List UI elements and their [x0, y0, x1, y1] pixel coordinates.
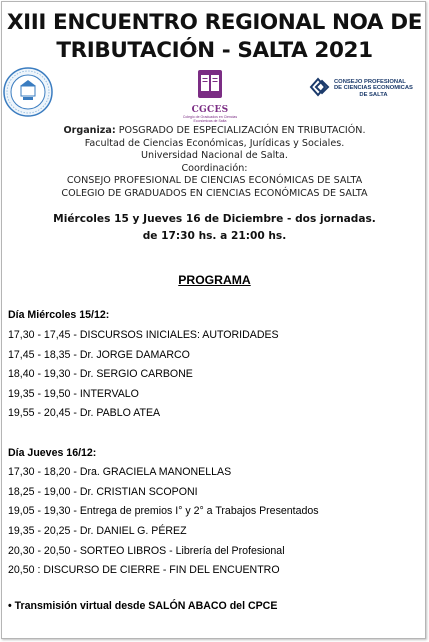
day2-item: 19,05 - 19,30 - Entrega de premios I° y 2° a Trabajos Presentados — [8, 505, 319, 517]
organiza-label: Organiza: — [63, 125, 116, 136]
cgces-logo-name: CGCES — [191, 105, 229, 115]
day1-item: 17,45 - 18,35 - Dr. JORGE DAMARCO — [8, 349, 190, 361]
day2-item: 20,50 : DISCURSO DE CIERRE - FIN DEL ENCUENTRO — [8, 564, 280, 576]
cpce-logo-text-3: DE SALTA — [359, 91, 388, 98]
day1-item: 19,55 - 20,45 - Dr. PABLO ATEA — [8, 407, 161, 419]
transmission-note: • Transmisión virtual desde SALÓN ABACO del CPCE — [8, 600, 278, 612]
day2-item: 18,25 - 19,00 - Dr. CRISTIAN SCOPONI — [8, 486, 198, 498]
organiza-line-3: Universidad Nacional de Salta. — [141, 150, 288, 162]
organizers-block — [0, 125, 429, 201]
cpce-logo-text-2: DE CIENCIAS ECONOMICAS — [334, 85, 413, 92]
cpce-logo-text-1: CONSEJO PROFESIONAL — [334, 79, 406, 85]
organiza-line-4: Coordinación: — [181, 162, 248, 174]
dates-line-2: de 17:30 hs. a 21:00 hs. — [142, 230, 287, 242]
university-seal-logo — [2, 66, 54, 118]
day2-item: 20,30 - 20,50 - SORTEO LIBROS - Librería del Profesional — [8, 545, 285, 557]
cgces-logo — [180, 69, 240, 123]
cgces-logo-subtitle: Colegio de Graduados en Ciencias Económicas de Salta — [182, 115, 238, 123]
organiza-line-5: CONSEJO PROFESIONAL DE CIENCIAS ECONÓMICAS DE SALTA — [66, 175, 363, 187]
title-line-1: XIII ENCUENTRO REGIONAL NOA DE — [7, 10, 422, 35]
organiza-line-1: POSGRADO DE ESPECIALIZACIÓN EN TRIBUTACIÓN. — [115, 125, 366, 136]
cpce-logo — [309, 76, 421, 98]
organiza-line-2: Facultad de Ciencias Económicas, Jurídicas y Sociales. — [84, 137, 345, 149]
day2-item: 19,35 - 20,25 - Dr. DANIEL G. PÉREZ — [8, 525, 187, 537]
day1-label: Día Miércoles 15/12: — [8, 309, 110, 321]
day1-item: 17,30 - 17,45 - DISCURSOS INICIALES: AUTORIDADES — [8, 329, 279, 341]
organiza-line-6: COLEGIO DE GRADUADOS EN CIENCIAS ECONÓMICAS DE SALTA — [61, 187, 368, 199]
programa-heading: PROGRAMA — [178, 273, 251, 287]
day2-item: 17,30 - 18,20 - Dra. GRACIELA MANONELLAS — [8, 466, 232, 478]
day1-item: 19,35 - 19,50 - INTERVALO — [8, 388, 139, 400]
event-dates — [0, 211, 429, 245]
title-line-2: TRIBUTACIÓN - SALTA 2021 — [56, 38, 373, 63]
day1-item: 18,40 - 19,30 - Dr. SERGIO CARBONE — [8, 368, 193, 380]
dates-line-1: Miércoles 15 y Jueves 16 de Diciembre - dos jornadas. — [53, 213, 376, 225]
day2-label: Día Jueves 16/12: — [8, 447, 97, 459]
